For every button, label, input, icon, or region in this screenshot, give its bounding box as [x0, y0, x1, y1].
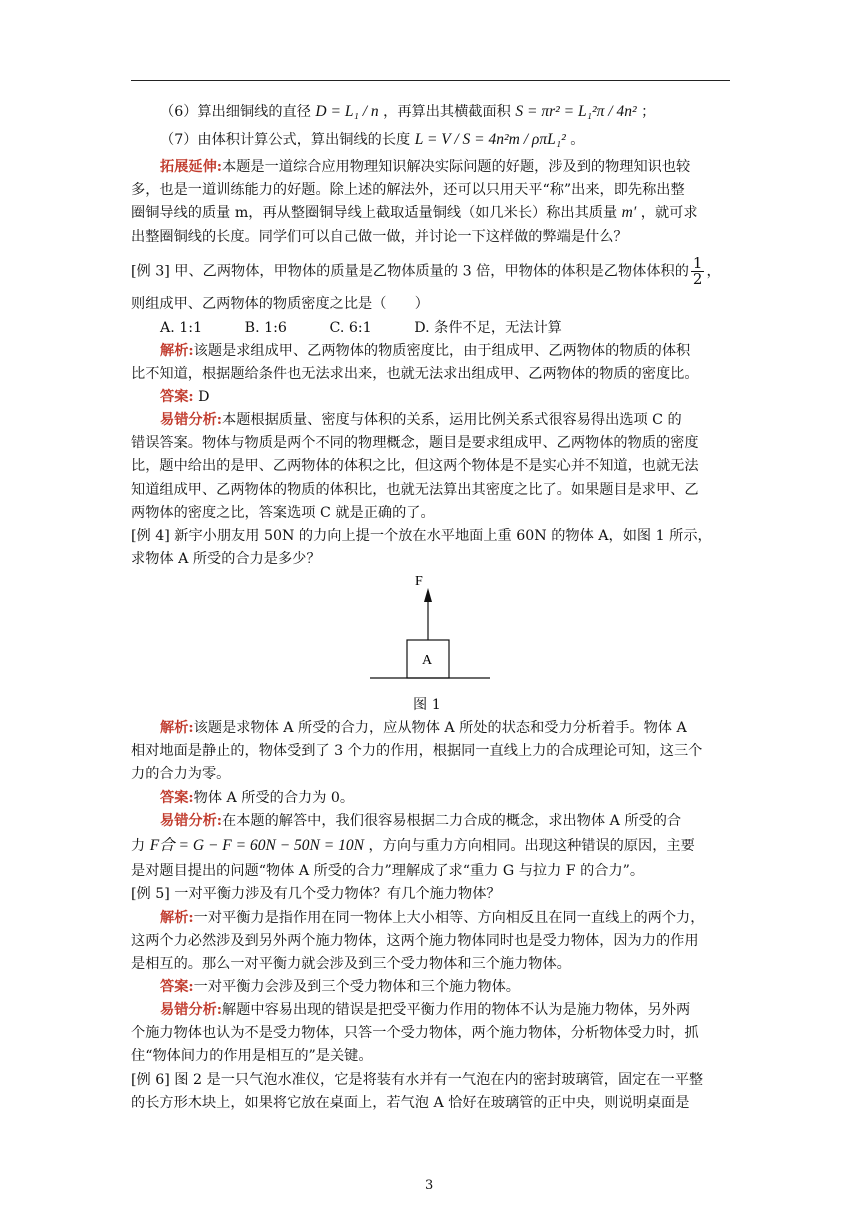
analysis-3-text-1: 该题是求组成甲、乙两物体的物质密度比，由于组成甲、乙两物体的物质的体积 [193, 343, 691, 359]
example-3-options: A. 1:1 B. 1:6 C. 6:1 D. 条件不足，无法计算 [160, 320, 562, 336]
fraction-half [691, 256, 705, 287]
example-3-comma: ， [706, 263, 721, 280]
fraction-denominator: 2 [692, 270, 703, 288]
analysis-label: 解析: [160, 720, 194, 736]
analysis-3-line-2: 比不知道，根据题给条件也无法求出来，也就无法求出组成甲、乙两物体的物质的密度比。 [131, 366, 699, 382]
error-4-line-1 [160, 811, 681, 831]
extension-label: 拓展延伸: [160, 159, 222, 175]
example-6-line-2: 的长方形木块上，如果将它放在桌面上，若气泡 A 恰好在玻璃管的正中央，则说明桌面是 [131, 1095, 690, 1111]
analysis-5-line-2: 这两个力必然涉及到另外两个施力物体，这两个施力物体同时也是受力物体，因为力的作用 [131, 933, 699, 949]
analysis-4-line-2: 相对地面是静止的，物体受到了 3 个力的作用，根据同一直线上力的合成理论可知，这三个 [131, 743, 703, 759]
extension-line-2: 多，也是一道训练能力的好题。除上述的解法外，还可以只用天平“称”出来，即先称出整 [131, 182, 685, 198]
error-5-text-1: 解题中容易出现的错误是把受平衡力作用的物体不认为是施力物体，另外两 [222, 1002, 691, 1018]
step6-text-a: （6）算出细铜线的直径 [160, 104, 311, 120]
m-prime: m′ [621, 204, 637, 221]
example-6-line-1: [例 6] 图 2 是一只气泡水准仪，它是将装有水并有一气泡在内的密封玻璃管，固定在一平整 [131, 1072, 704, 1088]
error-3-text-1: 本题根据质量、密度与体积的关系，运用比例关系式很容易得出选项 C 的 [222, 412, 682, 428]
force-arrow-head [424, 588, 432, 602]
step6-text-b: ，再算出其横截面积 [383, 104, 511, 120]
example-4-line-2: 求物体 A 所受的合力是多少？ [131, 551, 321, 567]
answer-label: 答案: [160, 389, 194, 405]
answer-4 [160, 788, 354, 808]
extension-line-3 [131, 203, 698, 223]
example-3-text: [例 3] 甲、乙两物体，甲物体的质量是乙物体质量的 3 倍，甲物体的体积是乙物体体积的 [131, 263, 689, 280]
fraction-numerator: 1 [692, 254, 703, 272]
step7-text-b: 。 [570, 132, 585, 148]
analysis-label: 解析: [160, 910, 194, 926]
page-number: 3 [425, 1178, 434, 1193]
length-formula: L = V / S = 4n²m / ρπL₁² [414, 131, 566, 148]
analysis-4-line-3: 力的合力为零。 [131, 766, 231, 782]
diameter-formula: D = L₁ / n [315, 103, 379, 120]
step-6 [160, 102, 655, 122]
error-5-line-3: 住“物体间力的作用是相互的”是关键。 [131, 1048, 373, 1064]
figure-1-diagram [360, 570, 500, 700]
example-3-question-2: 则组成甲、乙两物体的物质密度之比是（ ） [131, 296, 429, 312]
net-force-formula: F合 = G − F = 60N − 50N = 10N [149, 837, 364, 854]
header-rule [131, 80, 730, 81]
extension-text-1: 本题是一道综合应用物理知识解决实际问题的好题，涉及到的物理知识也较 [222, 159, 691, 175]
answer-label: 答案: [160, 790, 194, 806]
error-4-text-1: 在本题的解答中，我们很容易根据二力合成的概念，求出物体 A 所受的合 [222, 813, 682, 829]
analysis-3-line-1 [160, 341, 690, 361]
error-3-line-2: 错误答案。物体与物质是两个不同的物理概念，题目是要求组成甲、乙两物体的物质的密度 [131, 435, 699, 451]
answer-5 [160, 977, 520, 997]
example-4-line-1: [例 4] 新宇小朋友用 50N 的力向上提一个放在水平地面上重 60N 的物体 A，如图 1 所示， [131, 528, 712, 544]
error-3-line-4: 知道组成甲、乙两物体的物质的体积比，也就无法算出其密度之比了。如果题目是求甲、乙 [131, 482, 699, 498]
analysis-4-text-1: 该题是求物体 A 所受的合力，应从物体 A 所处的状态和受力分析着手。物体 A [193, 720, 687, 736]
analysis-5-line-1 [160, 908, 704, 928]
step6-text-c: ； [641, 104, 656, 120]
answer-3-text: D [193, 389, 210, 405]
example-3-question [131, 256, 721, 287]
analysis-label: 解析: [160, 343, 194, 359]
example-5: [例 5] 一对平衡力涉及有几个受力物体？有几个施力物体？ [131, 886, 501, 902]
error-5-line-1 [160, 1000, 690, 1020]
answer-5-text: 一对平衡力会涉及到三个受力物体和三个施力物体。 [193, 979, 520, 995]
step7-text-a: （7）由体积计算公式，算出铜线的长度 [160, 132, 411, 148]
error-4-line-2 [131, 836, 695, 856]
error-3-line-1 [160, 410, 682, 430]
answer-4-text: 物体 A 所受的合力为 0。 [193, 790, 355, 806]
analysis-5-text-1: 一对平衡力是指作用在同一物体上大小相等、方向相反且在同一直线上的两个力， [193, 910, 705, 926]
object-a-label: A [422, 653, 433, 668]
answer-label: 答案: [160, 979, 194, 995]
error-5-line-2: 个施力物体也认为不是受力物体，只答一个受力物体，两个施力物体，分析物体受力时，抓 [131, 1025, 699, 1041]
step-7 [160, 130, 584, 150]
error-4-text-2b: ，方向与重力方向相同。出现这种错误的原因，主要 [368, 838, 695, 854]
error-4-text-2a: 力 [131, 838, 146, 854]
error-analysis-label: 易错分析: [160, 412, 222, 428]
error-4-line-3: 是对题目提出的问题“物体 A 所受的合力”理解成了求“重力 G 与拉力 F 的合力”。 [131, 863, 645, 879]
error-3-line-3: 比，题中给出的是甲、乙两物体的体积之比，但这两个物体是不是实心并不知道，也就无法 [131, 458, 699, 474]
figure-1-caption: 图 1 [413, 697, 441, 713]
error-analysis-label: 易错分析: [160, 813, 222, 829]
extension-text-3b: ，就可求 [640, 205, 698, 221]
extension-line-4: 出整圈铜线的长度。同学们可以自己做一做，并讨论一下这样做的弊端是什么？ [131, 229, 628, 245]
analysis-4-line-1 [160, 718, 687, 738]
answer-3 [160, 387, 210, 407]
force-label-f: F [415, 574, 423, 589]
analysis-5-line-3: 是相互的。那么一对平衡力就会涉及到三个受力物体和三个施力物体。 [131, 956, 571, 972]
error-3-line-5: 两物体的密度之比，答案选项 C 就是正确的了。 [131, 505, 435, 521]
error-analysis-label: 易错分析: [160, 1002, 222, 1018]
extension-text-3a: 圈铜导线的质量 m，再从整圈铜导线上截取适量铜线（如几米长）称出其质量 [131, 205, 618, 221]
area-formula: S = πr² = L₁²π / 4n² [515, 103, 637, 120]
extension-line-1 [160, 157, 690, 177]
